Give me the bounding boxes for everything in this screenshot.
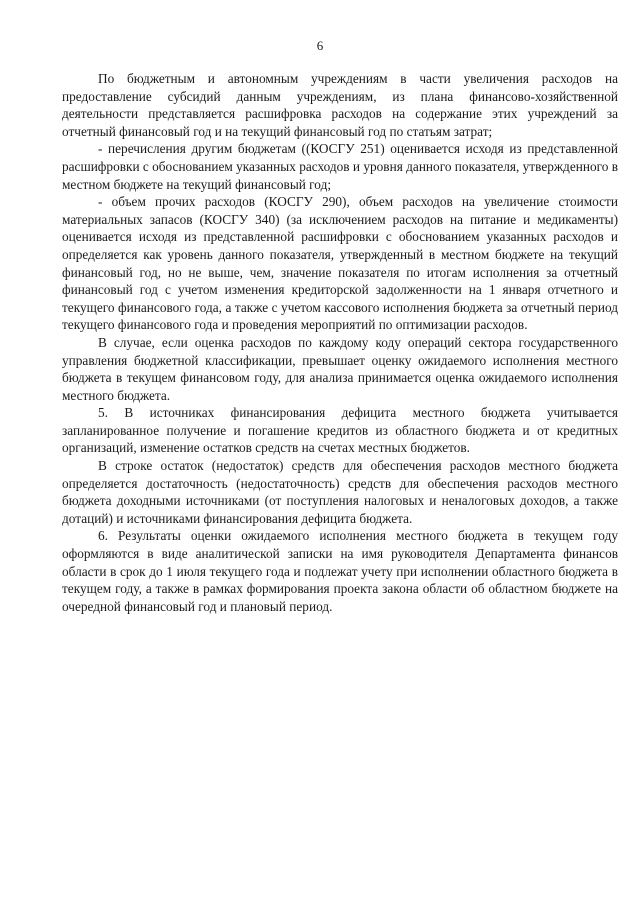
paragraph-section-6: 6. Результаты оценки ожидаемого исполнения местного бюджета в текущем году оформляются в виде аналитической записки на имя руководителя Департамента финансов области в срок до 1 июля текущего года и подлежат учету при исполнении областного бюджета в текущем году, а также в рамках формирования проекта закона области об областном бюджете на очередной финансовый год и плановый период. xyxy=(62,528,618,614)
paragraph-subsidies: По бюджетным и автономным учреждениям в части увеличения расходов на предоставление субсидий данным учреждениям, из плана финансово-хозяйственной деятельности представляется расшифровка расходов на содержание этих учреждений за отчетный финансовый год и на текущий финансовый год по статьям затрат; xyxy=(62,71,618,139)
paragraph-section-5: 5. В источниках финансирования дефицита местного бюджета учитывается запланированное получение и погашение кредитов из областного бюджета и от кредитных организаций, изменение остатков средств на счетах местных бюджетов. xyxy=(62,405,618,456)
body-text xyxy=(62,70,618,615)
paragraph-kosgu-290-340: - объем прочих расходов (КОСГУ 290), объем расходов на увеличение стоимости материальных запасов (КОСГУ 340) (за исключением расходов на питание и медикаменты) оценивается исходя из представленной расшифровки с обоснованием указанных расходов и определяется как уровень данного показателя, утвержденный в местном бюджете на текущий финансовый год, но не выше, чем, значение показателя по итогам исполнения за отчетный финансовый год с учетом изменения кредиторской задолженности на 1 января отчетного и текущего финансового года, а также с учетом кассового исполнения бюджета за отчетный период текущего финансового года и проведения мероприятий по оптимизации расходов. xyxy=(62,194,618,333)
paragraph-balance-line: В строке остаток (недостаток) средств для обеспечения расходов местного бюджета определяется достаточность (недостаточность) средств для обеспечения расходов местного бюджета доходными источниками (от поступления налоговых и неналоговых доходов, а также дотаций) и источниками финансирования дефицита бюджета. xyxy=(62,458,618,526)
paragraph-estimate-exceeds: В случае, если оценка расходов по каждому коду операций сектора государственного управления бюджетной классификации, превышает оценку ожидаемого исполнения местного бюджета в текущем финансовом году, для анализа принимается оценка ожидаемого исполнения местного бюджета. xyxy=(62,334,618,403)
paragraph-kosgu-251: - перечисления другим бюджетам ((КОСГУ 251) оценивается исходя из представленной расшифровки с обоснованием указанных расходов и уровня данного показателя, утвержденного в местном бюджете на текущий финансовый год; xyxy=(62,141,618,192)
page-number: 6 xyxy=(316,38,324,53)
